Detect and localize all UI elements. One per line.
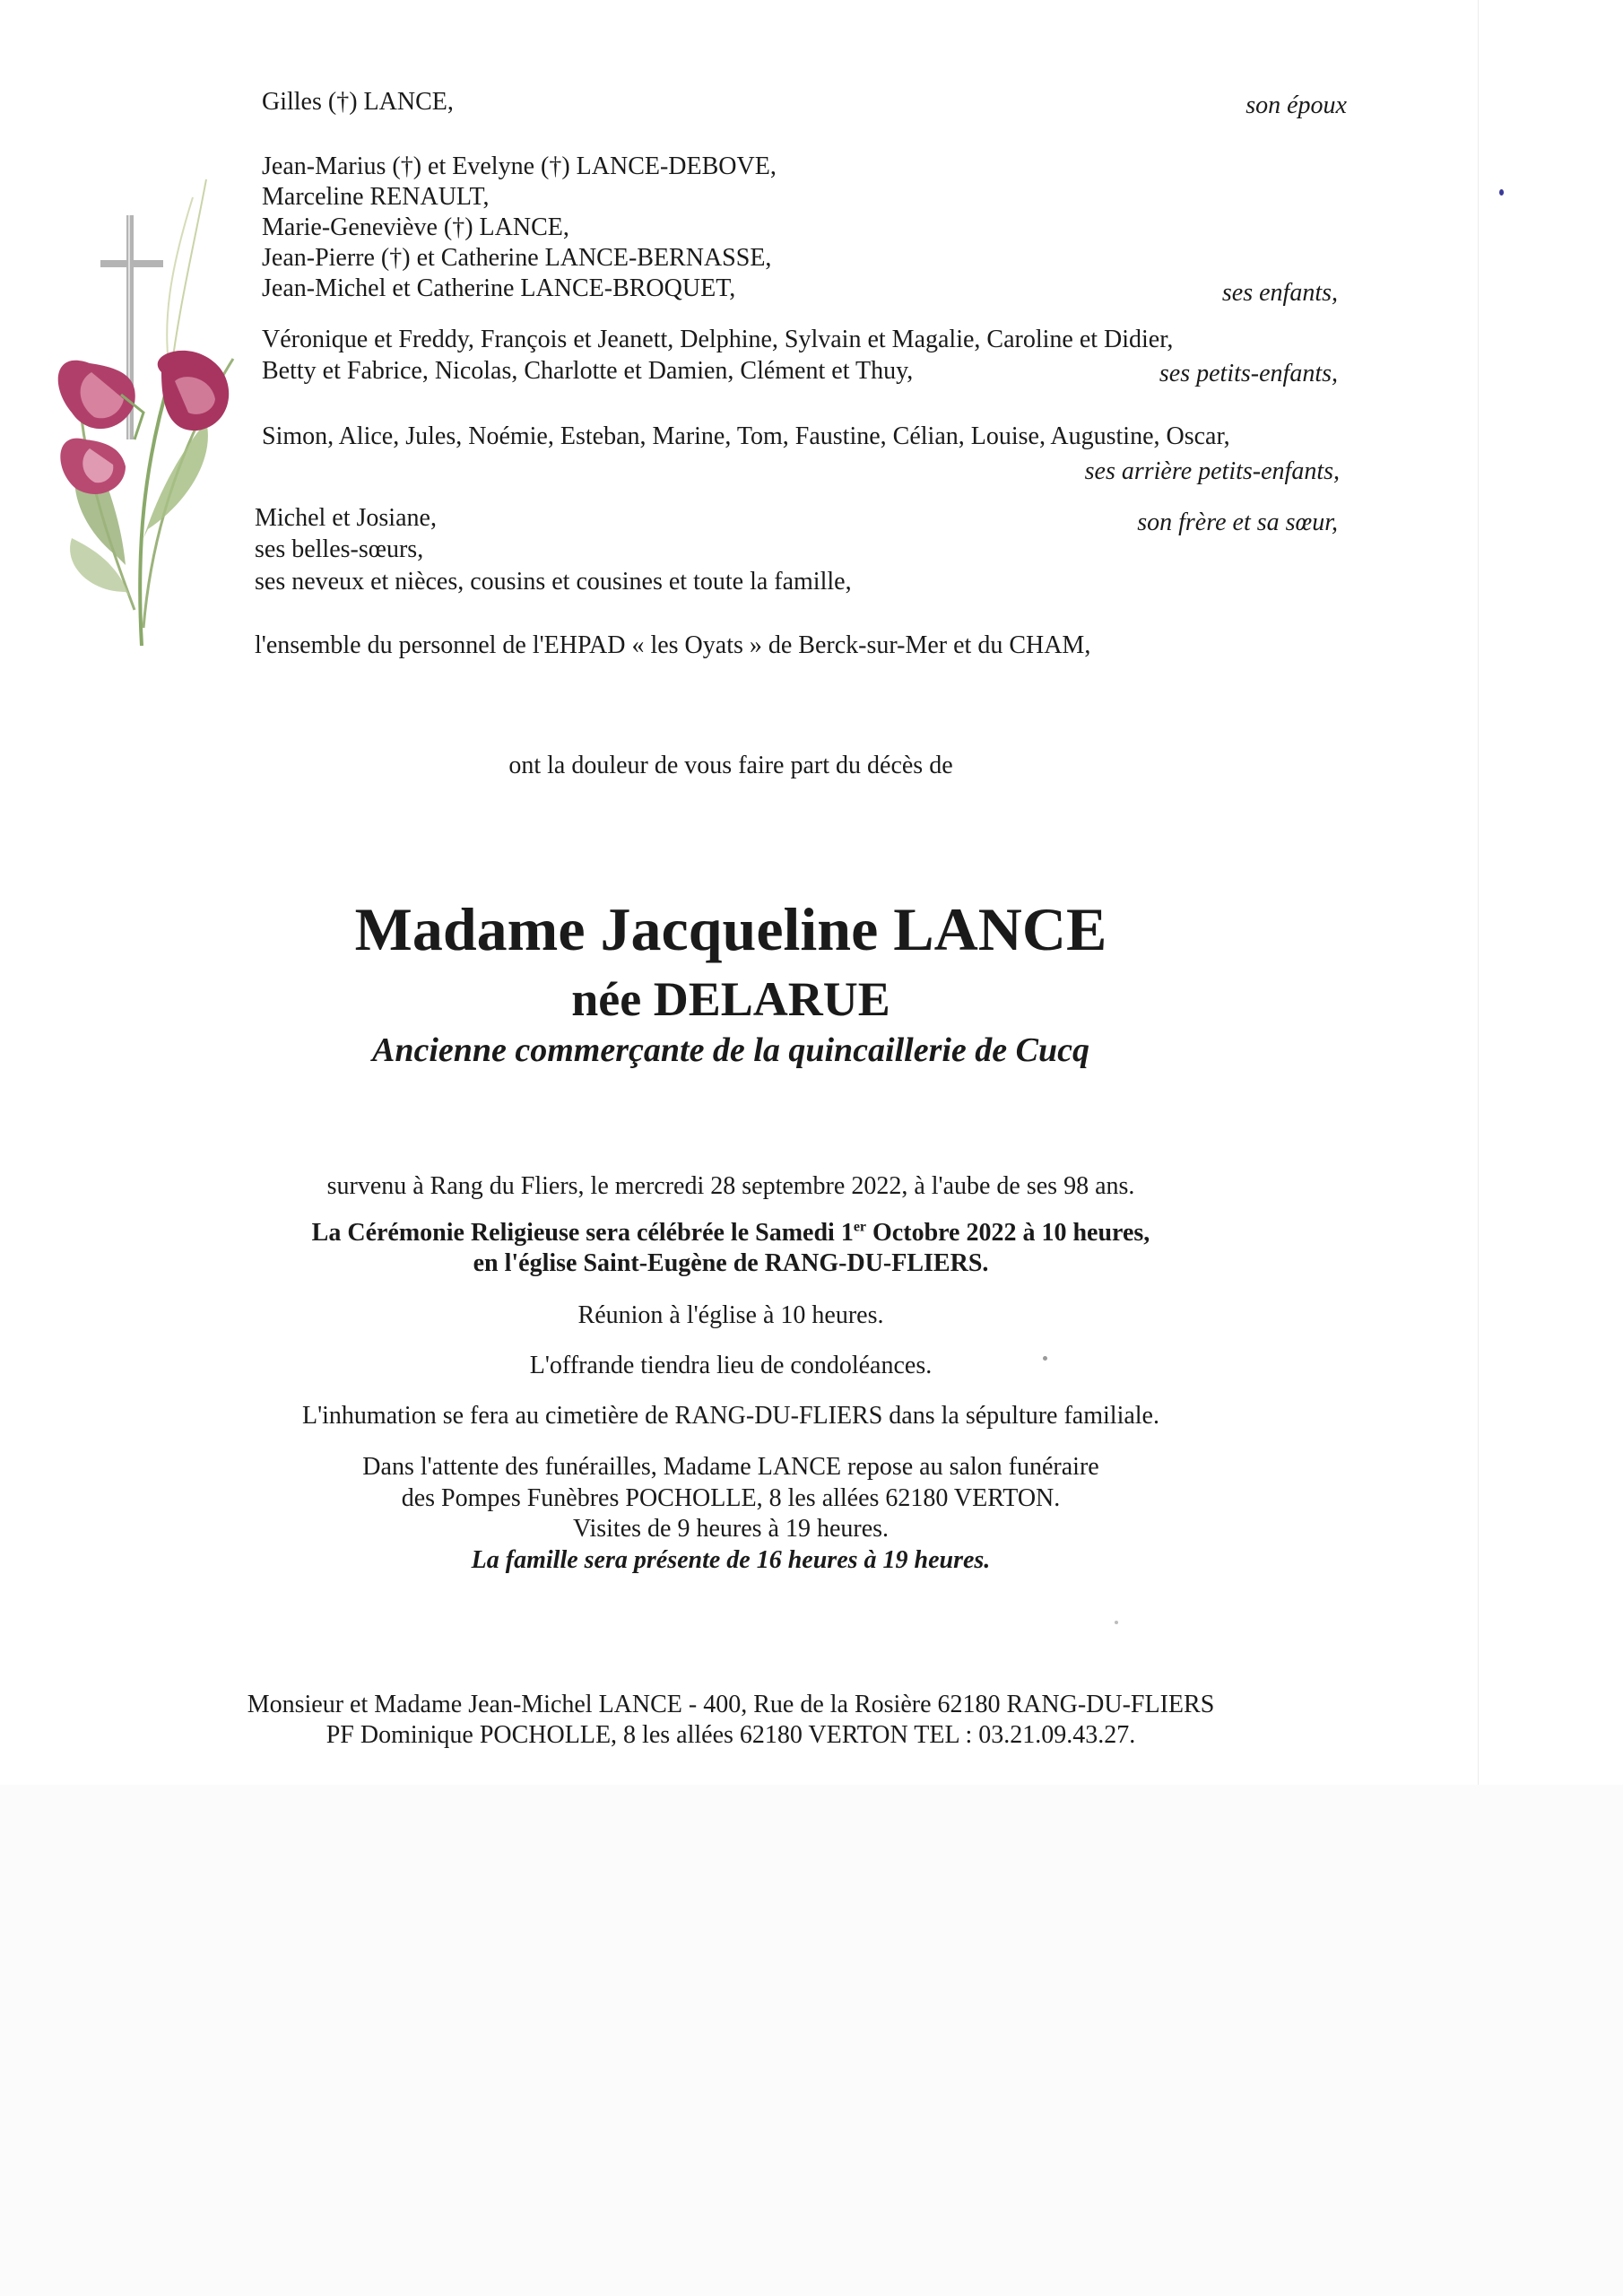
grandchildren-line: Véronique et Freddy, François et Jeanett, Delphine, Sylvain et Magalie, Caroline et Didier, <box>262 326 1174 353</box>
scan-margin <box>0 1785 1623 2296</box>
extended-family-line: ses neveux et nièces, cousins et cousines et toute la famille, <box>255 568 852 596</box>
family-address: Monsieur et Madame Jean-Michel LANCE - 400, Rue de la Rosière 62180 RANG-DU-FLIERS <box>247 1691 1215 1718</box>
sisters-in-law-line: ses belles-sœurs, <box>255 535 424 563</box>
child-line: Jean-Marius (†) et Evelyne (†) LANCE-DEBOVE, <box>262 152 777 180</box>
funeral-home-contact: PF Dominique POCHOLLE, 8 les allées 62180 VERTON TEL : 03.21.09.43.27. <box>325 1721 1136 1749</box>
staff-line: l'ensemble du personnel de l'EHPAD « les Oyats » de Berck-sur-Mer et du CHAM, <box>255 631 1091 659</box>
visits-info: Visites de 9 heures à 19 heures. <box>572 1515 890 1543</box>
child-line: Jean-Pierre (†) et Catherine LANCE-BERNASSE, <box>262 244 772 272</box>
deceased-name: Madame Jacqueline LANCE <box>354 895 1107 963</box>
scan-speck <box>1115 1621 1118 1624</box>
siblings-line: Michel et Josiane, <box>255 504 437 532</box>
burial-info: L'inhumation se fera au cimetière de RANG-DU-FLIERS dans la sépulture familiale. <box>302 1402 1159 1430</box>
spouse-names: Gilles (†) LANCE, <box>262 88 454 116</box>
page-edge-line <box>1478 0 1479 1785</box>
ceremony-text-b: Octobre 2022 à 10 heures, <box>866 1219 1150 1247</box>
death-details: survenu à Rang du Fliers, le mercredi 28 septembre 2022, à l'aube de ses 98 ans. <box>326 1172 1135 1200</box>
ceremony-line-2: en l'église Saint-Eugène de RANG-DU-FLIERS. <box>473 1249 989 1277</box>
scan-speck <box>1499 189 1504 196</box>
offering-info: L'offrande tiendra lieu de condoléances. <box>529 1352 933 1379</box>
child-line: Marie-Geneviève (†) LANCE, <box>262 213 569 241</box>
great-grandchildren-line: Simon, Alice, Jules, Noémie, Esteban, Marine, Tom, Faustine, Célian, Louise, Augustine, Oscar, <box>262 422 1230 450</box>
rest-line-2: des Pompes Funèbres POCHOLLE, 8 les allées 62180 VERTON. <box>401 1484 1061 1512</box>
spouse-role: son époux <box>1245 91 1347 119</box>
maiden-name: née DELARUE <box>571 972 890 1026</box>
ceremony-line-1 <box>0 1218 1462 1248</box>
great-grandchildren-role: ses arrière petits-enfants, <box>1084 457 1340 485</box>
calla-lily-illustration <box>36 144 269 646</box>
profession: Ancienne commerçante de la quincaillerie de Cucq <box>371 1031 1090 1069</box>
rest-line-1: Dans l'attente des funérailles, Madame LANCE repose au salon funéraire <box>362 1453 1099 1481</box>
ceremony-text-a: La Cérémonie Religieuse sera célébrée le Samedi 1 <box>311 1219 854 1247</box>
siblings-role: son frère et sa sœur, <box>1137 509 1338 536</box>
children-role: ses enfants, <box>1221 279 1338 307</box>
ceremony-superscript: er <box>853 1219 867 1235</box>
grandchildren-line: Betty et Fabrice, Nicolas, Charlotte et Damien, Clément et Thuy, <box>262 357 914 385</box>
child-line: Jean-Michel et Catherine LANCE-BROQUET, <box>262 274 736 302</box>
child-line: Marceline RENAULT, <box>262 183 490 211</box>
announcement: ont la douleur de vous faire part du décès de <box>508 752 953 779</box>
family-presence: La famille sera présente de 16 heures à 19 heures. <box>471 1546 991 1574</box>
grandchildren-role: ses petits-enfants, <box>1159 360 1338 387</box>
meeting-info: Réunion à l'église à 10 heures. <box>577 1301 884 1329</box>
